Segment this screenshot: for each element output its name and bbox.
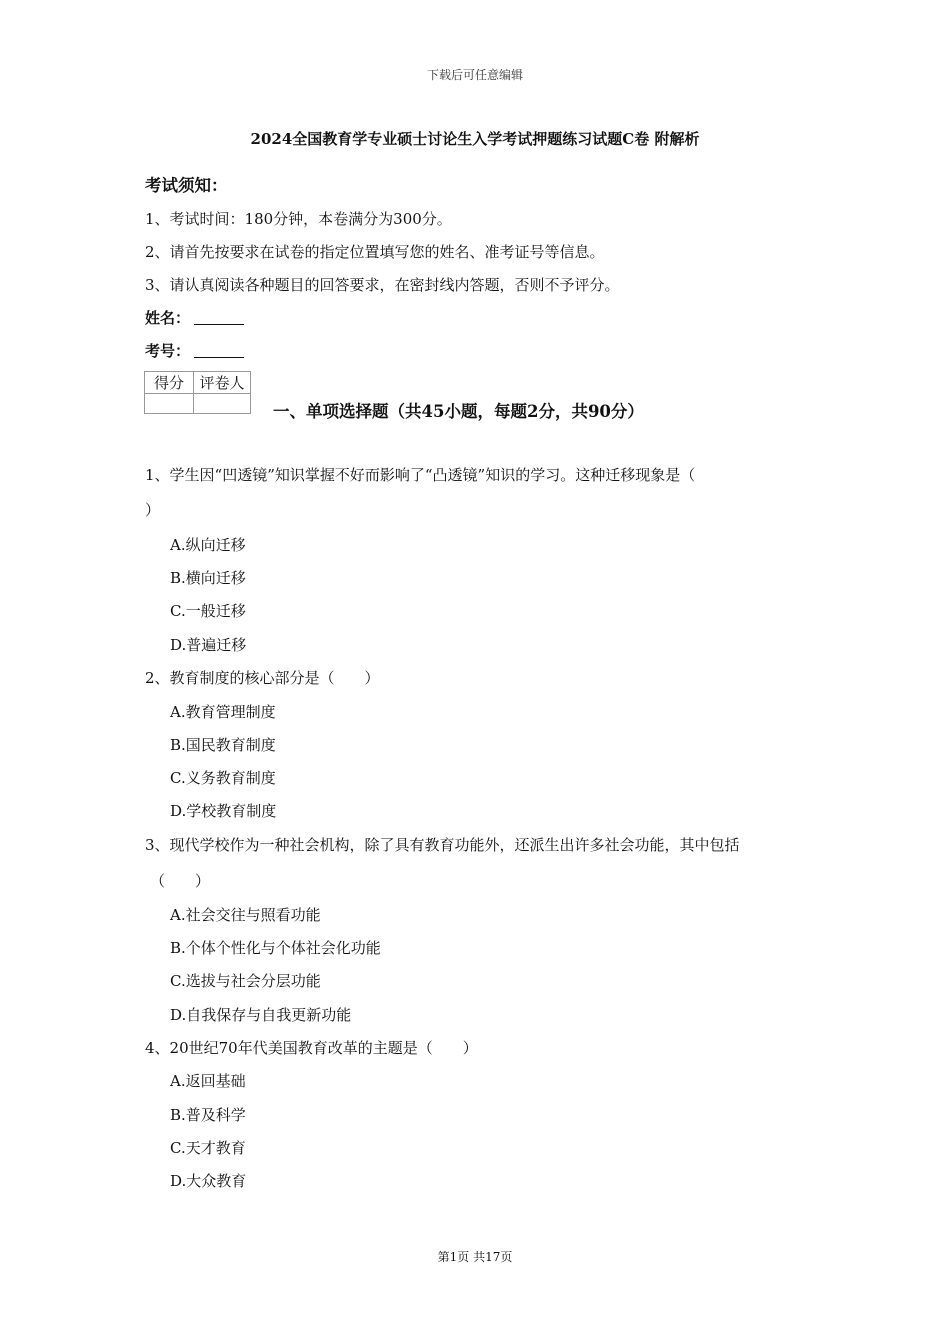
name-label: 姓名： bbox=[145, 309, 191, 327]
exam-title: 2024全国教育学专业硕士讨论生入学考试押题练习试题C卷 附解析 bbox=[250, 130, 700, 148]
id-blank[interactable] bbox=[194, 343, 244, 358]
score-header: 得分 bbox=[145, 372, 194, 394]
question-stem: 3、现代学校作为一种社会机构，除了具有教育功能外，还派生出许多社会功能，其中包括 bbox=[145, 836, 740, 854]
option: A.返回基础 bbox=[170, 1072, 246, 1090]
score-table bbox=[144, 371, 251, 414]
page-header: 下载后可任意编辑 bbox=[426, 68, 523, 82]
option: B.普及科学 bbox=[170, 1106, 246, 1124]
option: B.横向迁移 bbox=[170, 569, 246, 587]
option: A.纵向迁移 bbox=[170, 536, 246, 554]
name-field bbox=[145, 307, 244, 328]
id-field bbox=[145, 340, 244, 361]
option: D.自我保存与自我更新功能 bbox=[170, 1006, 352, 1024]
option: D.学校教育制度 bbox=[170, 802, 277, 820]
option: C.义务教育制度 bbox=[170, 769, 276, 787]
option: B.国民教育制度 bbox=[170, 736, 276, 754]
notice-item: 3、请认真阅读各种题目的回答要求，在密封线内答题，否则不予评分。 bbox=[145, 276, 620, 294]
option: D.普遍迁移 bbox=[170, 636, 247, 654]
notice-item: 2、请首先按要求在试卷的指定位置填写您的姓名、准考证号等信息。 bbox=[145, 243, 605, 261]
option: A.教育管理制度 bbox=[170, 703, 276, 721]
notice-heading: 考试须知： bbox=[145, 176, 228, 195]
grader-cell[interactable] bbox=[194, 394, 251, 414]
name-blank[interactable] bbox=[194, 310, 244, 325]
question-stem-cont: （ ） bbox=[150, 872, 211, 890]
option: C.天才教育 bbox=[170, 1139, 246, 1157]
option: B.个体个性化与个体社会化功能 bbox=[170, 939, 381, 957]
option: D.大众教育 bbox=[170, 1172, 247, 1190]
notice-item: 1、考试时间：180分钟，本卷满分为300分。 bbox=[145, 210, 452, 228]
question-stem: 4、20世纪70年代美国教育改革的主题是（ ） bbox=[145, 1039, 478, 1057]
option: A.社会交往与照看功能 bbox=[170, 906, 321, 924]
grader-header: 评卷人 bbox=[194, 372, 251, 394]
option: C.一般迁移 bbox=[170, 602, 246, 620]
id-label: 考号： bbox=[145, 342, 191, 360]
page-footer: 第1页 共17页 bbox=[437, 1250, 513, 1264]
score-cell[interactable] bbox=[145, 394, 194, 414]
question-stem: 1、学生因“凹透镜”知识掌握不好而影响了“凸透镜”知识的学习。这种迁移现象是（ bbox=[145, 466, 696, 484]
question-stem-cont: ） bbox=[145, 501, 161, 519]
section-title: 一、单项选择题（共45小题，每题2分，共90分） bbox=[273, 402, 644, 421]
option: C.选拔与社会分层功能 bbox=[170, 972, 321, 990]
question-stem: 2、教育制度的核心部分是（ ） bbox=[145, 669, 380, 687]
